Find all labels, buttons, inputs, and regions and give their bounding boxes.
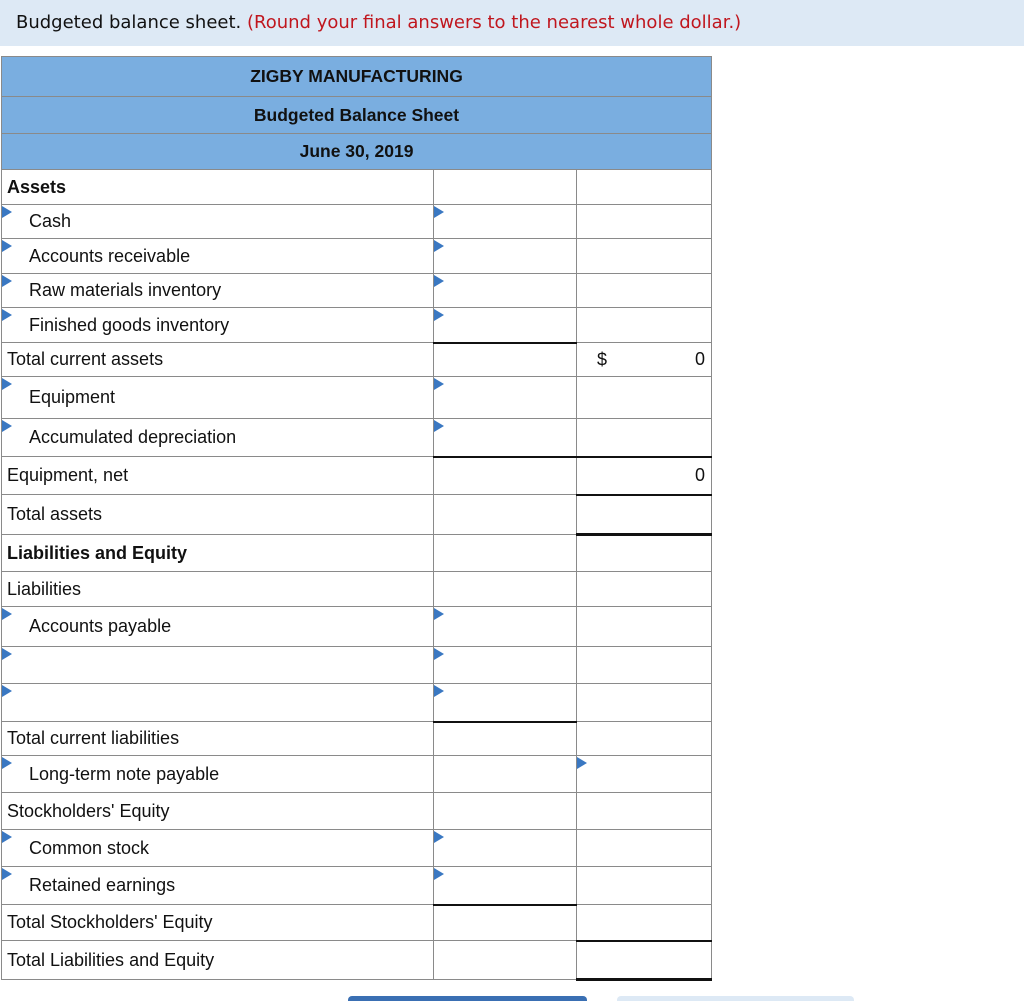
table-row <box>2 170 712 205</box>
total-cell <box>577 535 712 572</box>
raw-materials-label-select[interactable]: Raw materials inventory <box>2 274 434 308</box>
blank-liability-label-select[interactable] <box>2 647 434 684</box>
amount-cell <box>434 535 577 572</box>
finished-goods-label-select[interactable]: Finished goods inventory <box>2 308 434 343</box>
table-row <box>2 905 712 941</box>
table-row <box>2 495 712 535</box>
total-assets-input[interactable] <box>577 495 712 535</box>
table-row <box>2 535 712 572</box>
finished-goods-amount-input[interactable] <box>434 308 577 343</box>
table-row <box>2 343 712 377</box>
total-liabilities-equity-label: Total Liabilities and Equity <box>2 941 434 980</box>
amount-cell <box>434 343 577 377</box>
header-company-row <box>2 57 712 97</box>
table-row <box>2 756 712 793</box>
long-term-note-amount-input[interactable] <box>577 756 712 793</box>
total-current-assets-value <box>577 343 712 377</box>
instruction-note: (Round your final answers to the nearest whole dollar.) <box>247 12 742 33</box>
table-row <box>2 867 712 905</box>
total-current-liabilities-label: Total current liabilities <box>2 722 434 756</box>
table-row <box>2 647 712 684</box>
table-row <box>2 274 712 308</box>
total-cell <box>577 205 712 239</box>
table-row <box>2 457 712 495</box>
total-cell <box>577 867 712 905</box>
total-current-assets-label: Total current assets <box>2 343 434 377</box>
company-name: ZIGBY MANUFACTURING <box>2 57 712 97</box>
accounts-receivable-amount-input[interactable] <box>434 239 577 274</box>
amount-cell <box>434 793 577 830</box>
total-cell <box>577 170 712 205</box>
total-cell <box>577 274 712 308</box>
table-row <box>2 684 712 722</box>
amount-cell <box>434 495 577 535</box>
total-cell <box>577 377 712 419</box>
total-assets-label: Total assets <box>2 495 434 535</box>
table-row <box>2 607 712 647</box>
table-row <box>2 572 712 607</box>
total-cell <box>577 239 712 274</box>
statement-date: June 30, 2019 <box>2 134 712 170</box>
common-stock-label-select[interactable]: Common stock <box>2 830 434 867</box>
table-row <box>2 239 712 274</box>
amount-cell <box>434 722 577 756</box>
equipment-amount-input[interactable] <box>434 377 577 419</box>
accounts-payable-amount-input[interactable] <box>434 607 577 647</box>
liabilities-equity-heading: Liabilities and Equity <box>2 535 434 572</box>
table-row <box>2 205 712 239</box>
currency-symbol: $ <box>597 349 608 369</box>
instruction-lead: Budgeted balance sheet. <box>16 12 242 33</box>
table-row <box>2 419 712 457</box>
equipment-net-value: 0 <box>577 457 712 495</box>
table-row <box>2 830 712 867</box>
stockholders-equity-label: Stockholders' Equity <box>2 793 434 830</box>
blank-liability-amount-input[interactable] <box>434 647 577 684</box>
total-stockholders-equity-label: Total Stockholders' Equity <box>2 905 434 941</box>
assets-heading: Assets <box>2 170 434 205</box>
instruction-bar <box>0 0 1024 46</box>
raw-materials-amount-input[interactable] <box>434 274 577 308</box>
total-cell <box>577 419 712 457</box>
blank-liability-amount-input-2[interactable] <box>434 684 577 722</box>
statement-title: Budgeted Balance Sheet <box>2 97 712 134</box>
total-current-assets-amount: 0 <box>695 349 706 369</box>
table-row <box>2 941 712 980</box>
cash-label-select[interactable]: Cash <box>2 205 434 239</box>
blank-liability-label-select-2[interactable] <box>2 684 434 722</box>
amount-cell <box>434 905 577 941</box>
accounts-receivable-label-select[interactable]: Accounts receivable <box>2 239 434 274</box>
amount-cell <box>434 756 577 793</box>
total-cell <box>577 572 712 607</box>
table-row <box>2 722 712 756</box>
cash-amount-input[interactable] <box>434 205 577 239</box>
liabilities-label: Liabilities <box>2 572 434 607</box>
total-cell <box>577 647 712 684</box>
accumulated-depreciation-amount-input[interactable] <box>434 419 577 457</box>
total-cell <box>577 684 712 722</box>
total-cell <box>577 308 712 343</box>
amount-cell <box>434 572 577 607</box>
header-date-row <box>2 134 712 170</box>
next-button[interactable] <box>617 996 854 1001</box>
common-stock-amount-input[interactable] <box>434 830 577 867</box>
amount-cell <box>434 170 577 205</box>
total-stockholders-equity-input[interactable] <box>577 905 712 941</box>
total-liabilities-equity-input[interactable] <box>577 941 712 980</box>
table-row <box>2 377 712 419</box>
prev-button[interactable] <box>348 996 587 1001</box>
amount-cell <box>434 457 577 495</box>
header-title-row <box>2 97 712 134</box>
balance-sheet-table <box>1 56 712 981</box>
total-cell <box>577 830 712 867</box>
table-row <box>2 793 712 830</box>
amount-cell <box>434 941 577 980</box>
table-row <box>2 308 712 343</box>
accumulated-depreciation-label-select[interactable]: Accumulated depreciation <box>2 419 434 457</box>
total-cell <box>577 607 712 647</box>
retained-earnings-amount-input[interactable] <box>434 867 577 905</box>
long-term-note-label-select[interactable]: Long-term note payable <box>2 756 434 793</box>
equipment-net-label: Equipment, net <box>2 457 434 495</box>
total-cell <box>577 793 712 830</box>
total-current-liabilities-input[interactable] <box>577 722 712 756</box>
instruction-text <box>16 0 741 46</box>
retained-earnings-label-select[interactable]: Retained earnings <box>2 867 434 905</box>
equipment-label-select[interactable]: Equipment <box>2 377 434 419</box>
accounts-payable-label-select[interactable]: Accounts payable <box>2 607 434 647</box>
